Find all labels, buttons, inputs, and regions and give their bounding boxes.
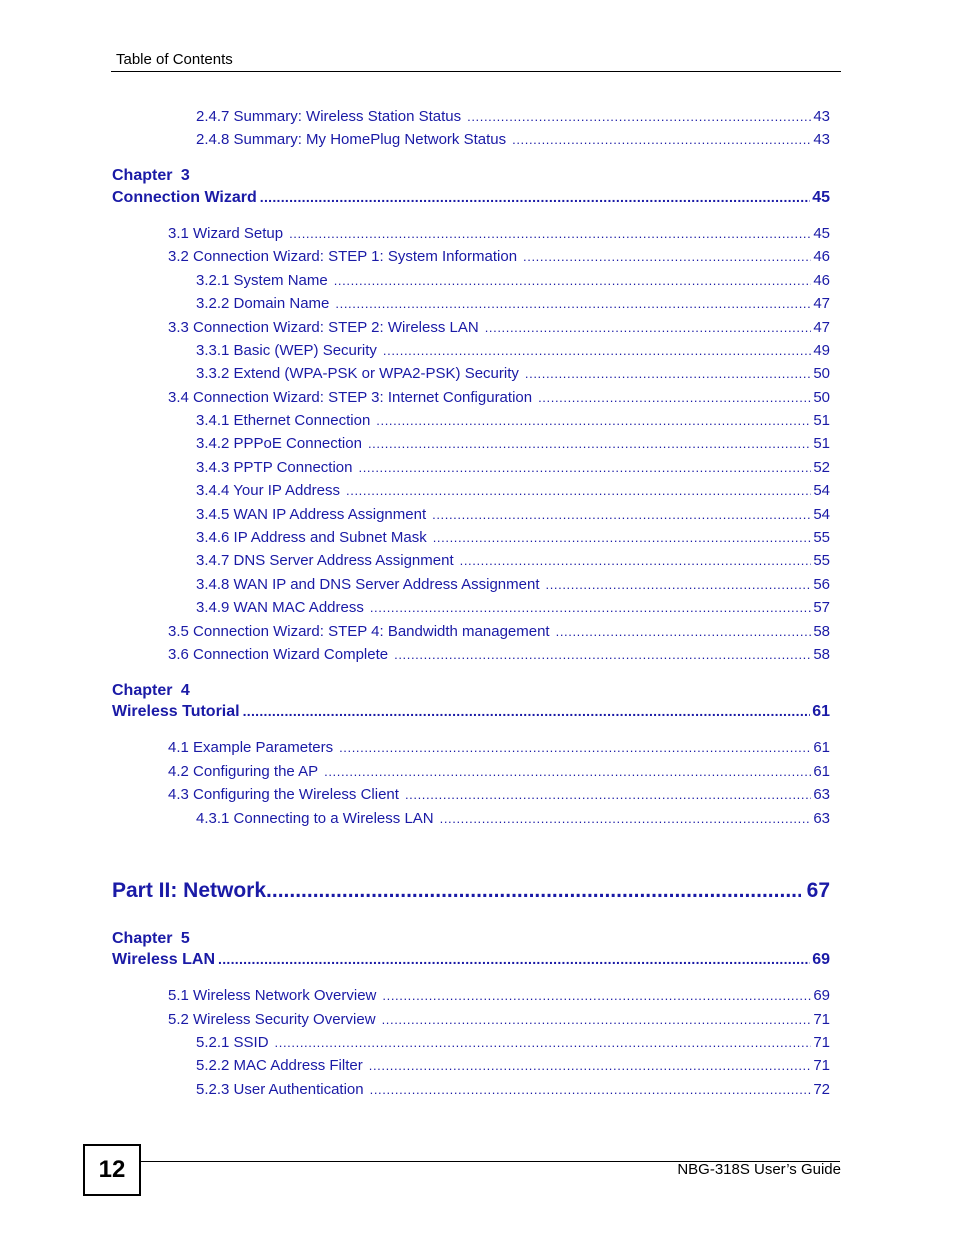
dot-leader xyxy=(370,1081,812,1099)
toc-entry-label: 5.2.2 MAC Address Filter xyxy=(196,1057,363,1074)
toc-entry-label: 3.3.2 Extend (WPA-PSK or WPA2-PSK) Security xyxy=(196,365,519,382)
dot-leader xyxy=(335,295,811,313)
toc-entry[interactable] xyxy=(196,1081,830,1099)
toc-entry-label: Wireless Tutorial xyxy=(112,703,240,720)
toc-entry-label: 4.3.1 Connecting to a Wireless LAN xyxy=(196,810,434,827)
toc-entry-page: 43 xyxy=(813,131,830,148)
toc-entry-label: 3.4.4 Your IP Address xyxy=(196,482,341,499)
toc-entry[interactable] xyxy=(196,342,830,360)
toc-entry-label: 3.3.1 Basic (WEP) Security xyxy=(196,342,377,359)
toc-entry-label: 3.4.7 DNS Server Address Assignment xyxy=(196,552,454,569)
toc-entry[interactable] xyxy=(168,319,830,337)
toc-entry[interactable] xyxy=(196,482,830,500)
toc-entry-label: 4.2 Configuring the AP xyxy=(168,763,319,780)
dot-leader xyxy=(334,272,812,290)
toc-entry-page: 46 xyxy=(813,248,830,265)
toc-entry-page: 69 xyxy=(812,951,830,968)
toc-entry[interactable] xyxy=(168,623,830,641)
toc-entry[interactable] xyxy=(168,389,830,407)
toc-entry-page: 52 xyxy=(813,459,830,476)
dot-leader xyxy=(382,1011,812,1029)
toc-entry-page: 72 xyxy=(813,1081,830,1098)
toc-entry-label: 3.4.6 IP Address and Subnet Mask xyxy=(196,529,427,546)
toc-entry[interactable] xyxy=(196,1034,830,1052)
toc-entry-page: 61 xyxy=(812,703,830,720)
toc-entry-label: 4.1 Example Parameters xyxy=(168,739,334,756)
toc-entry[interactable] xyxy=(196,552,830,570)
dot-leader xyxy=(485,319,812,337)
toc-entry-label: 3.3 Connection Wizard: STEP 2: Wireless LAN xyxy=(168,319,479,336)
dot-leader xyxy=(218,950,810,968)
dot-leader xyxy=(266,882,801,900)
toc-entry[interactable] xyxy=(196,365,830,383)
toc-entry[interactable] xyxy=(196,272,830,290)
toc-entry-page: 63 xyxy=(813,810,830,827)
toc-entry-label: 3.1 Wizard Setup xyxy=(168,225,284,242)
dot-leader xyxy=(394,646,811,664)
toc-entry[interactable] xyxy=(196,131,830,149)
toc-entry-label: 5.2 Wireless Security Overview xyxy=(168,1011,376,1028)
page-number: 12 xyxy=(98,1156,126,1183)
toc-entry-page: 55 xyxy=(813,529,830,546)
toc-entry-page: 61 xyxy=(813,739,830,756)
toc-entry-page: 49 xyxy=(813,342,830,359)
dot-leader xyxy=(324,763,811,781)
dot-leader xyxy=(523,248,811,266)
toc-entry-page: 69 xyxy=(813,987,830,1004)
toc-entry-page: 61 xyxy=(813,763,830,780)
toc-entry[interactable] xyxy=(196,435,830,453)
toc-entry-label: Wireless LAN xyxy=(112,951,215,968)
toc-chapter-entry[interactable] xyxy=(112,950,830,969)
toc-entry-page: 47 xyxy=(813,319,830,336)
dot-leader xyxy=(368,435,811,453)
toc-entry[interactable] xyxy=(196,810,830,828)
chapter-number: Chapter 5 xyxy=(112,930,190,947)
toc-entry-label: 4.3 Configuring the Wireless Client xyxy=(168,786,399,803)
toc-entry[interactable] xyxy=(196,295,830,313)
dot-leader xyxy=(376,412,811,430)
toc-chapter-entry[interactable] xyxy=(112,188,830,207)
dot-leader xyxy=(243,702,811,720)
toc-entry[interactable] xyxy=(168,763,830,781)
header-divider xyxy=(111,71,841,72)
toc-entry-page: 51 xyxy=(813,412,830,429)
toc-entry[interactable] xyxy=(168,1011,830,1029)
dot-leader xyxy=(405,786,811,804)
toc-entry-page: 47 xyxy=(813,295,830,312)
toc-entry-page: 51 xyxy=(813,435,830,452)
toc-entry-label: 3.4.3 PPTP Connection xyxy=(196,459,353,476)
toc-entry-label: 3.2.1 System Name xyxy=(196,272,328,289)
toc-entry-page: 57 xyxy=(813,599,830,616)
toc-entry-page: 71 xyxy=(813,1057,830,1074)
toc-entry[interactable] xyxy=(168,987,830,1005)
toc-entry-label: 3.4.8 WAN IP and DNS Server Address Assignment xyxy=(196,576,540,593)
toc-entry[interactable] xyxy=(168,225,830,243)
toc-entry-page: 71 xyxy=(813,1011,830,1028)
toc-entry-label: 5.1 Wireless Network Overview xyxy=(168,987,377,1004)
dot-leader xyxy=(525,365,811,383)
dot-leader xyxy=(260,188,810,206)
toc-entry[interactable] xyxy=(196,412,830,430)
toc-entry[interactable] xyxy=(196,1057,830,1075)
toc-entry-label: 2.4.7 Summary: Wireless Station Status xyxy=(196,108,462,125)
toc-entry[interactable] xyxy=(196,576,830,594)
toc-entry-page: 43 xyxy=(813,108,830,125)
dot-leader xyxy=(546,576,812,594)
toc-entry-page: 67 xyxy=(806,879,830,902)
toc-chapter-entry[interactable] xyxy=(112,702,830,721)
dot-leader xyxy=(289,225,811,243)
toc-entry-label: Part II: Network xyxy=(112,879,267,902)
toc-entry-label: 3.2 Connection Wizard: STEP 1: System Information xyxy=(168,248,518,265)
dot-leader xyxy=(432,506,811,524)
running-header-title: Table of Contents xyxy=(116,51,233,68)
toc-entry[interactable] xyxy=(196,506,830,524)
toc-entry-label: 5.2.3 User Authentication xyxy=(196,1081,364,1098)
dot-leader xyxy=(467,108,811,126)
toc-entry[interactable] xyxy=(168,646,830,664)
chapter-number: Chapter 3 xyxy=(112,167,190,184)
toc-entry[interactable] xyxy=(196,108,830,126)
toc-entry[interactable] xyxy=(168,739,830,757)
toc-entry-label: 3.6 Connection Wizard Complete xyxy=(168,646,389,663)
toc-entry[interactable] xyxy=(196,529,830,547)
dot-leader xyxy=(512,131,811,149)
dot-leader xyxy=(369,1057,812,1075)
toc-entry-page: 63 xyxy=(813,786,830,803)
toc-entry-label: 3.2.2 Domain Name xyxy=(196,295,330,312)
toc-entry-page: 54 xyxy=(813,482,830,499)
chapter-number: Chapter 4 xyxy=(112,682,190,699)
toc-entry-page: 45 xyxy=(812,189,830,206)
toc-entry-page: 58 xyxy=(813,623,830,640)
dot-leader xyxy=(275,1034,812,1052)
toc-entry-page: 45 xyxy=(813,225,830,242)
dot-leader xyxy=(440,810,812,828)
toc-entry-page: 56 xyxy=(813,576,830,593)
toc-entry-page: 54 xyxy=(813,506,830,523)
dot-leader xyxy=(382,987,811,1005)
page-number-box xyxy=(83,1144,141,1196)
toc-part-entry[interactable] xyxy=(112,879,830,903)
toc-entry-label: 5.2.1 SSID xyxy=(196,1034,269,1051)
dot-leader xyxy=(370,599,811,617)
toc-entry-label: 3.4.1 Ethernet Connection xyxy=(196,412,371,429)
dot-leader xyxy=(538,389,811,407)
dot-leader xyxy=(460,552,812,570)
toc-entry-page: 50 xyxy=(813,365,830,382)
toc-entry-page: 55 xyxy=(813,552,830,569)
toc-entry-page: 58 xyxy=(813,646,830,663)
dot-leader xyxy=(346,482,811,500)
toc-entry-label: 2.4.8 Summary: My HomePlug Network Status xyxy=(196,131,507,148)
toc-entry-page: 71 xyxy=(813,1034,830,1051)
toc-entry-label: 3.4 Connection Wizard: STEP 3: Internet Configuration xyxy=(168,389,533,406)
dot-leader xyxy=(383,342,811,360)
toc-entry[interactable] xyxy=(196,599,830,617)
toc-entry[interactable] xyxy=(196,459,830,477)
guide-title: NBG-318S User’s Guide xyxy=(677,1161,841,1178)
toc-entry-label: 3.4.2 PPPoE Connection xyxy=(196,435,362,452)
toc-entry-label: 3.4.9 WAN MAC Address xyxy=(196,599,364,616)
dot-leader xyxy=(359,459,812,477)
toc-entry-page: 50 xyxy=(813,389,830,406)
dot-leader xyxy=(433,529,812,547)
dot-leader xyxy=(556,623,812,641)
toc-entry-label: 3.5 Connection Wizard: STEP 4: Bandwidth management xyxy=(168,623,550,640)
toc-entry-label: Connection Wizard xyxy=(112,189,257,206)
dot-leader xyxy=(339,739,811,757)
toc-entry-page: 46 xyxy=(813,272,830,289)
toc-entry[interactable] xyxy=(168,786,830,804)
toc-entry[interactable] xyxy=(168,248,830,266)
toc-entry-label: 3.4.5 WAN IP Address Assignment xyxy=(196,506,427,523)
